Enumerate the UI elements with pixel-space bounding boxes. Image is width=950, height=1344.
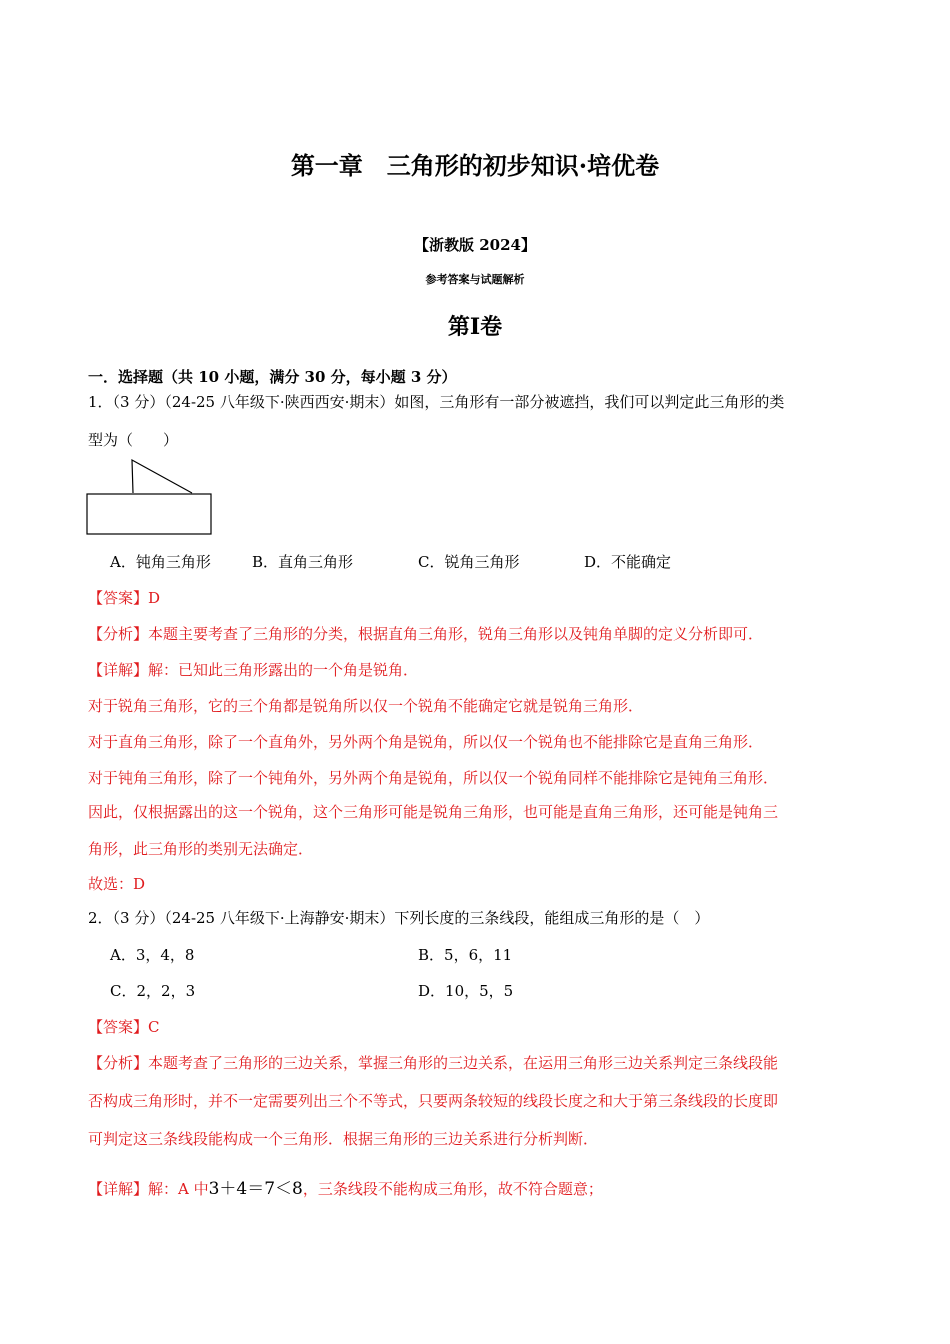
covering-rectangle	[87, 494, 211, 534]
subtitle: 参考答案与试题解析	[425, 273, 525, 286]
volume-heading: 第Ⅰ卷	[447, 314, 503, 340]
question-1-stem-line2: 型为（ ）	[88, 431, 179, 449]
q1-detail-line: 对于直角三角形，除了一个直角外，另外两个角是锐角，所以仅一个锐角也不能排除它是直角三角形．	[88, 733, 764, 751]
q1-option-c: C．锐角三角形	[418, 553, 520, 571]
edition-label: 【浙教版 2024】	[414, 236, 536, 254]
q2-analysis-line: 可判定这三条线段能构成一个三角形．根据三角形的三边关系进行分析判断．	[88, 1130, 599, 1148]
q2-detail-suffix: ，三条线段不能构成三角形，故不符合题意；	[302, 1180, 603, 1198]
q2-detail-math: 3＋4＝7＜8	[208, 1179, 303, 1199]
q1-choice: 故选：D	[88, 875, 146, 893]
partially-hidden-triangle-figure	[84, 458, 216, 540]
q1-analysis: 【分析】本题主要考查了三角形的分类，根据直角三角形，锐角三角形以及钝角单脚的定义分析即可．	[88, 625, 764, 643]
q2-option-a: A．3，4，8	[110, 946, 195, 964]
q2-option-d: D．10，5，5	[418, 982, 514, 1000]
question-2-stem: 2．（3 分）（24-25 八年级下·上海静安·期末）下列长度的三条线段，能组成三角形的是（ ）	[88, 909, 710, 927]
q1-detail-line: 对于钝角三角形，除了一个钝角外，另外两个角是锐角，所以仅一个锐角同样不能排除它是钝角三角形．	[88, 769, 779, 787]
q1-detail-line: 对于锐角三角形，它的三个角都是锐角所以仅一个锐角不能确定它就是锐角三角形．	[88, 697, 644, 715]
q1-option-d: D．不能确定	[584, 553, 672, 571]
q1-answer: 【答案】D	[88, 589, 161, 607]
q2-answer: 【答案】C	[88, 1018, 160, 1036]
triangle-visible-part	[132, 460, 192, 493]
q1-option-a: A．钝角三角形	[110, 553, 211, 571]
q2-analysis-line: 【分析】本题考查了三角形的三边关系，掌握三角形的三边关系，在运用三角形三边关系判定三条线段能	[88, 1054, 779, 1072]
section-heading: 一．选择题（共 10 小题，满分 30 分，每小题 3 分）	[88, 368, 457, 386]
q1-detail: 【详解】解：已知此三角形露出的一个角是锐角．	[88, 661, 419, 679]
q2-analysis-line: 否构成三角形时，并不一定需要列出三个不等式，只要两条较短的线段长度之和大于第三条线段的长度即	[88, 1092, 779, 1110]
q2-option-b: B．5，6，11	[418, 946, 513, 964]
q1-detail-line: 因此，仅根据露出的这一个锐角，这个三角形可能是锐角三角形，也可能是直角三角形，还可能是钝角三	[88, 803, 779, 821]
q2-detail-prefix: 【详解】解：A 中	[88, 1180, 209, 1198]
page-title: 第一章 三角形的初步知识·培优卷	[290, 151, 660, 180]
q2-option-c: C．2，2，3	[110, 982, 196, 1000]
q2-detail	[88, 1174, 603, 1199]
q1-option-b: B．直角三角形	[252, 553, 354, 571]
q1-detail-line: 角形，此三角形的类别无法确定．	[88, 840, 314, 858]
question-1-stem-line1: 1．（3 分）（24-25 八年级下·陕西西安·期末）如图，三角形有一部分被遮挡，我们可以判定此三角形的类	[88, 393, 785, 411]
